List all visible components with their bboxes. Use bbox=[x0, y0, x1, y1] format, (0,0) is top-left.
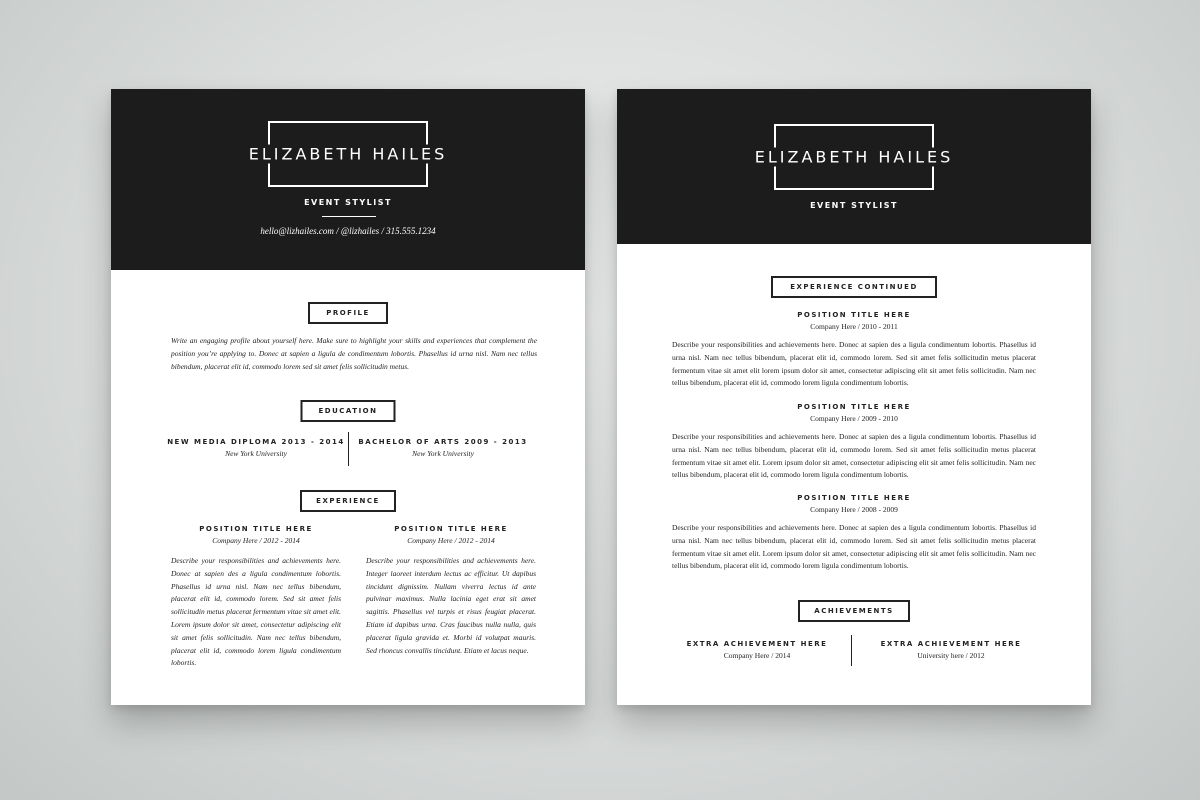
experience-heading: EXPERIENCE bbox=[300, 490, 396, 512]
resume-name: ELIZABETH HAILES bbox=[243, 145, 454, 164]
experience-continued-heading: EXPERIENCE CONTINUED bbox=[771, 276, 937, 298]
position-meta: Company Here / 2012 - 2014 bbox=[407, 536, 495, 545]
education-school: New York University bbox=[412, 449, 474, 458]
position-title: POSITION TITLE HERE bbox=[199, 525, 313, 533]
page-header bbox=[617, 89, 1091, 244]
position-title: POSITION TITLE HERE bbox=[797, 311, 911, 319]
position-meta: Company Here / 2012 - 2014 bbox=[212, 536, 300, 545]
position-description: Describe your responsibilities and achievements here. Donec at sapien des a ligula condimentum lobortis. Phasellus id urna nisl. Nam nec tellus bibendum, placerat elit id, commodo lorem. Sed sit amet felis sollicitudin metus placerat fermentum vitae sit amet elit. Lorem ipsum dolor sit amet, consectetur adipiscing elit sit amet felis sollicitudin. Nam nec tellus bibendum, placerat elit id, commodo lorem ligula condimentum lobortis. bbox=[171, 556, 341, 668]
profile-text: Write an engaging profile about yourself here. Make sure to highlight your skills and experiences that complement the position you’re applying to. Donec at sapien a ligula de condimentum lobortis. Phasellus id urna nisl. Nam nec tellus bibendum, placerat elit id, commodo lorem sed sit amet felis sollicitudin metus. bbox=[171, 336, 537, 371]
achievement-meta: Company Here / 2014 bbox=[723, 651, 791, 660]
resume-name: ELIZABETH HAILES bbox=[749, 148, 960, 167]
achievements-heading: ACHIEVEMENTS bbox=[798, 600, 910, 622]
achievement-title: EXTRA ACHIEVEMENT HERE bbox=[686, 640, 828, 648]
education-heading: EDUCATION bbox=[301, 400, 396, 422]
resume-page-2 bbox=[617, 89, 1091, 705]
education-title: BACHELOR OF ARTS 2009 - 2013 bbox=[358, 438, 528, 446]
achievement-meta: University here / 2012 bbox=[917, 651, 985, 660]
position-description: Describe your responsibilities and achievements here. Donec at sapien des a ligula condimentum lobortis. Phasellus id urna nisl. Nam nec tellus bibendum, placerat elit id, commodo lorem. Sed sit amet felis sollicitudin metus placerat fermentum vitae sit amet elit lorem ipsum dolor sit amet, consectetur adipiscing elit sit amet felis sollicitudin. Nam nec tellus bibendum, placerat elit id, commodo lorem ligula condimentum lobortis. bbox=[672, 340, 1036, 388]
position-title: POSITION TITLE HERE bbox=[797, 403, 911, 411]
position-title: POSITION TITLE HERE bbox=[394, 525, 508, 533]
position-meta: Company Here / 2010 - 2011 bbox=[810, 322, 898, 331]
role-divider bbox=[322, 216, 376, 217]
resume-page-1 bbox=[111, 89, 585, 705]
contact-line: hello@lizhailes.com / @lizhailes / 315.555.1234 bbox=[260, 226, 436, 236]
name-frame bbox=[754, 124, 954, 190]
resume-role: EVENT STYLIST bbox=[304, 198, 392, 207]
education-title: NEW MEDIA DIPLOMA 2013 - 2014 bbox=[167, 438, 345, 446]
page-header bbox=[111, 89, 585, 270]
position-meta: Company Here / 2009 - 2010 bbox=[810, 414, 898, 423]
profile-heading: PROFILE bbox=[308, 302, 388, 324]
name-frame bbox=[248, 121, 448, 187]
resume-role: EVENT STYLIST bbox=[810, 201, 898, 210]
position-description: Describe your responsibilities and achievements here. Integer laoreet interdum lectus ac efficitur. Ut dapibus tincidunt dignissim. Nullam viverra lectus id ante pulvinar maximus. Nulla lacinia eget erat sit amet sagittis. Phasellus vel turpis et risus feugiat placerat. Etiam id dapibus urna. Cras faucibus nulla nulla, quis placerat ligula gravida et. Morbi id volutpat mauris. Sed rhoncus convallis tincidunt. Etiam et lacus neque. bbox=[366, 556, 536, 655]
position-description: Describe your responsibilities and achievements here. Donec at sapien des a ligula condimentum lobortis. Phasellus id urna nisl. Nam nec tellus bibendum, placerat elit id, commodo lorem. Sed sit amet felis sollicitudin metus placerat fermentum vitae sit amet elit. Lorem ipsum dolor sit amet, consectetur adipiscing elit sit amet felis sollicitudin. Nam nec tellus bibendum, placerat elit id, commodo lorem ligula condimentum lobortis. bbox=[672, 432, 1036, 480]
position-title: POSITION TITLE HERE bbox=[797, 494, 911, 502]
position-meta: Company Here / 2008 - 2009 bbox=[810, 505, 898, 514]
achievement-title: EXTRA ACHIEVEMENT HERE bbox=[880, 640, 1022, 648]
education-school: New York University bbox=[225, 449, 287, 458]
position-description: Describe your responsibilities and achievements here. Donec at sapien des a ligula condimentum lobortis. Phasellus id urna nisl. Nam nec tellus bibendum, placerat elit id, commodo lorem. Sed sit amet felis sollicitudin metus placerat fermentum vitae sit amet elit. Lorem ipsum dolor sit amet, consectetur adipiscing elit sit amet felis sollicitudin. Nam nec tellus bibendum, placerat elit id, commodo lorem ligula condimentum lobortis. bbox=[672, 523, 1036, 571]
